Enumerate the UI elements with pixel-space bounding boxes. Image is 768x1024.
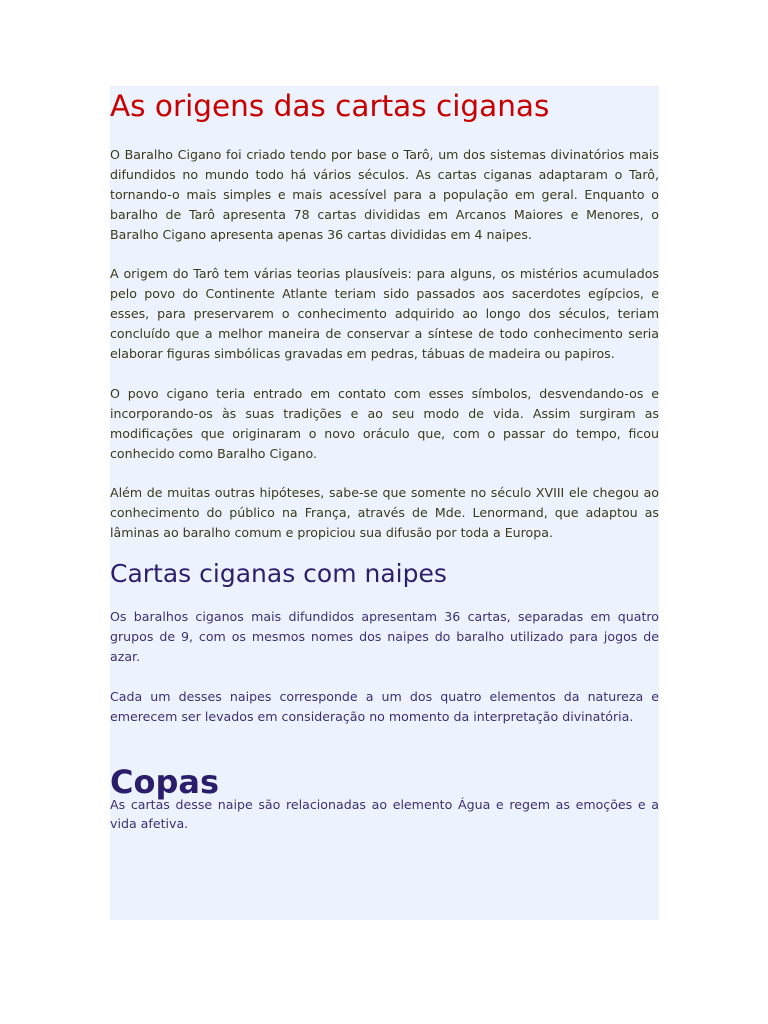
paragraph-1: O Baralho Cigano foi criado tendo por base o Tarô, um dos sistemas divinatórios mais difundidos no mundo todo há vários séculos. As cartas ciganas adaptaram o Tarô, tornando-o mais simples e mais acessível para a população em geral. Enquanto o baralho de Tarô apresenta 78 cartas divididas em Arcanos Maiores e Menores, o Baralho Cigano apresenta apenas 36 cartas divididas em 4 naipes. (110, 147, 659, 242)
paragraph-3: O povo cigano teria entrado em contato com esses símbolos, desvendando-os e incorporando-os às suas tradições e ao seu modo de vida. Assim surgiram as modificações que originaram o novo oráculo que, com o passar do tempo, ficou conhecido como Baralho Cigano. (110, 385, 659, 461)
page-title: As origens das cartas ciganas (110, 89, 550, 123)
section-heading-naipes: Cartas ciganas com naipes (110, 559, 447, 589)
paragraph-4: Além de muitas outras hipóteses, sabe-se que somente no século XVIII ele chegou ao conhecimento do público na França, através de Mde. Lenormand, que adaptou as lâminas ao baralho comum e propiciou sua difusão por toda a Europa. (110, 485, 659, 541)
paragraph-copas: As cartas desse naipe são relacionadas ao elemento Água e regem as emoções e a vida afetiva. (110, 796, 659, 832)
section-heading-copas: Copas (110, 762, 220, 801)
paragraph-2: A origem do Tarô tem várias teorias plausíveis: para alguns, os mistérios acumulados pelo povo do Continente Atlante teriam sido passados aos sacerdotes egípcios, e esses, para preservarem o conhecimento adquirido ao longo dos séculos, teriam concluído que a melhor maneira de conservar a síntese de todo conhecimento seria elaborar figuras simbólicas gravadas em pedras, tábuas de madeira ou papiros. (110, 266, 659, 362)
article-content (110, 86, 659, 834)
paragraph-naipes-2: Cada um desses naipes corresponde a um dos quatro elementos da natureza e emerecem ser levados em consideração no momento da interpretação divinatória. (110, 688, 659, 724)
paragraph-naipes-1: Os baralhos ciganos mais difundidos apresentam 36 cartas, separadas em quatro grupos de 9, com os mesmos nomes dos naipes do baralho utilizado para jogos de azar. (110, 609, 659, 664)
